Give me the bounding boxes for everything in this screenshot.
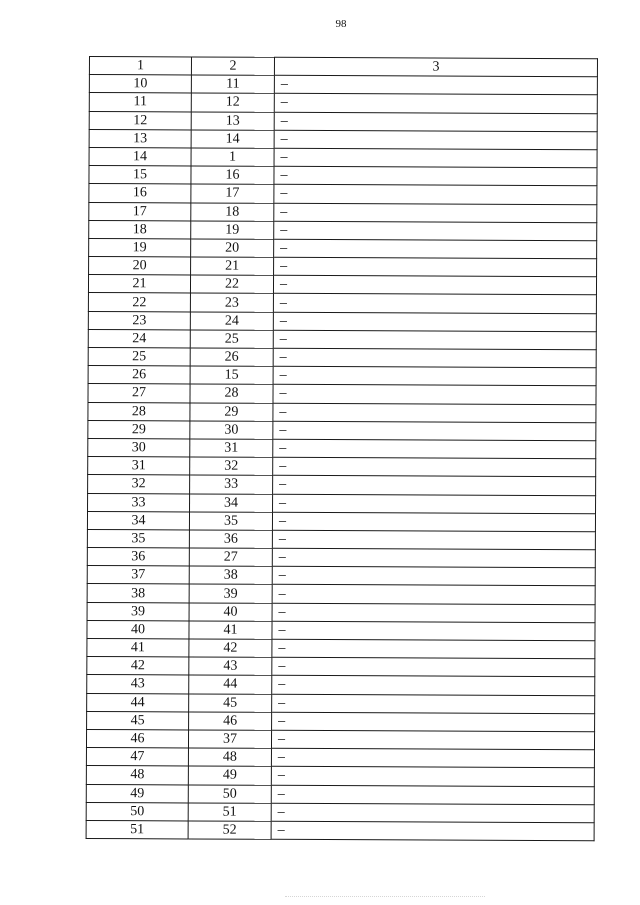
table-row bbox=[89, 238, 597, 258]
table-row bbox=[87, 638, 595, 658]
table-cell: 48 bbox=[86, 766, 188, 785]
table-cell: 41 bbox=[87, 638, 189, 657]
table-row bbox=[88, 384, 596, 404]
table-cell: 26 bbox=[88, 366, 190, 385]
table-cell: 11 bbox=[191, 75, 274, 94]
table-cell: 17 bbox=[89, 202, 191, 221]
table-cell: 12 bbox=[191, 93, 274, 112]
table-cell: 19 bbox=[191, 221, 274, 240]
table-cell: 39 bbox=[87, 602, 189, 621]
table-cell: 21 bbox=[191, 257, 274, 276]
table-cell: 30 bbox=[88, 438, 190, 457]
table-row bbox=[88, 366, 596, 386]
table-cell: – bbox=[273, 421, 596, 441]
table-row bbox=[88, 347, 596, 367]
table-cell: 29 bbox=[190, 403, 273, 422]
table-cell: 16 bbox=[89, 184, 191, 203]
table-cell: – bbox=[273, 348, 596, 368]
table-cell: 37 bbox=[188, 730, 271, 749]
table-body bbox=[86, 75, 597, 841]
table-cell: 27 bbox=[88, 384, 190, 403]
table-cell: 24 bbox=[88, 329, 190, 348]
table-cell: 41 bbox=[189, 621, 272, 640]
table-cell: 30 bbox=[190, 421, 273, 440]
table-cell: – bbox=[273, 294, 596, 314]
table-cell: 10 bbox=[89, 75, 191, 94]
table-cell: 31 bbox=[190, 439, 273, 458]
table-row bbox=[87, 602, 595, 622]
table-row bbox=[88, 493, 596, 513]
table-cell: 44 bbox=[189, 675, 272, 694]
table-row bbox=[89, 75, 597, 95]
table-row bbox=[89, 166, 597, 186]
table-row bbox=[88, 311, 596, 331]
table-cell: 23 bbox=[190, 293, 273, 312]
table-cell: – bbox=[273, 494, 596, 514]
table-cell: – bbox=[273, 476, 596, 496]
table-cell: 38 bbox=[87, 584, 189, 603]
table-row bbox=[87, 675, 595, 695]
table-row bbox=[87, 548, 595, 568]
table-cell: 18 bbox=[89, 220, 191, 239]
table-cell: 37 bbox=[87, 566, 189, 585]
table-cell: 32 bbox=[190, 457, 273, 476]
table-row bbox=[88, 293, 596, 313]
table-row bbox=[89, 147, 597, 167]
table-row bbox=[89, 111, 597, 131]
column-header: 2 bbox=[191, 57, 274, 76]
column-header: 3 bbox=[274, 57, 597, 77]
table-cell: – bbox=[272, 530, 595, 550]
table-row bbox=[86, 784, 594, 804]
table-row bbox=[86, 802, 594, 822]
table-cell: – bbox=[272, 639, 595, 659]
table-cell: 13 bbox=[191, 112, 274, 131]
table-cell: 35 bbox=[189, 512, 272, 531]
table-row bbox=[87, 711, 595, 731]
table-cell: – bbox=[272, 712, 595, 732]
table-cell: 14 bbox=[191, 130, 274, 149]
table-cell: – bbox=[271, 767, 594, 787]
table-cell: 48 bbox=[188, 748, 271, 767]
table-cell: 49 bbox=[86, 784, 188, 803]
table-cell: – bbox=[272, 512, 595, 532]
table-cell: 44 bbox=[87, 693, 189, 712]
table-cell: 11 bbox=[89, 93, 191, 112]
table-cell: 23 bbox=[88, 311, 190, 330]
table-cell: – bbox=[273, 312, 596, 332]
table-row bbox=[88, 457, 596, 477]
table-cell: 39 bbox=[189, 584, 272, 603]
table-cell: 31 bbox=[88, 457, 190, 476]
table-cell: 45 bbox=[87, 711, 189, 730]
table-cell: 46 bbox=[189, 712, 272, 731]
table-cell: 36 bbox=[189, 530, 272, 549]
table-cell: – bbox=[271, 821, 594, 841]
table-cell: 24 bbox=[190, 312, 273, 331]
table-row bbox=[88, 475, 596, 495]
table-cell: – bbox=[274, 221, 597, 241]
table-cell: 32 bbox=[88, 475, 190, 494]
table-row bbox=[89, 184, 597, 204]
table-row bbox=[87, 620, 595, 640]
table-cell: – bbox=[271, 803, 594, 823]
footer-smudge bbox=[285, 896, 485, 900]
table-row bbox=[88, 275, 596, 295]
table-cell: 35 bbox=[87, 529, 189, 548]
table-row bbox=[86, 729, 594, 749]
table-cell: 51 bbox=[86, 820, 188, 839]
table-cell: 40 bbox=[87, 620, 189, 639]
table-cell: – bbox=[274, 148, 597, 168]
table-cell: 49 bbox=[188, 766, 271, 785]
table-cell: 22 bbox=[190, 275, 273, 294]
table-cell: – bbox=[273, 403, 596, 423]
table-cell: 13 bbox=[89, 129, 191, 148]
table-cell: 45 bbox=[189, 694, 272, 713]
table-row bbox=[88, 329, 596, 349]
table-header-row bbox=[89, 57, 597, 77]
table-cell: 34 bbox=[87, 511, 189, 530]
table-cell: 42 bbox=[87, 657, 189, 676]
column-header: 1 bbox=[89, 57, 191, 76]
table-row bbox=[86, 748, 594, 768]
table-cell: 34 bbox=[190, 493, 273, 512]
table-row bbox=[88, 438, 596, 458]
table-cell: 28 bbox=[190, 384, 273, 403]
table-row bbox=[87, 584, 595, 604]
table-cell: 12 bbox=[89, 111, 191, 130]
table-cell: 25 bbox=[190, 330, 273, 349]
table-cell: 33 bbox=[190, 475, 273, 494]
table-row bbox=[89, 129, 597, 149]
table-cell: – bbox=[274, 130, 597, 150]
table-cell: – bbox=[273, 276, 596, 296]
table-cell: 29 bbox=[88, 420, 190, 439]
table-cell: 50 bbox=[86, 802, 188, 821]
table-row bbox=[86, 820, 594, 840]
table-row bbox=[87, 657, 595, 677]
table-row bbox=[89, 202, 597, 222]
table-row bbox=[89, 220, 597, 240]
table-row bbox=[88, 420, 596, 440]
table-cell: 1 bbox=[191, 148, 274, 167]
table-cell: 17 bbox=[191, 184, 274, 203]
table-cell: – bbox=[274, 203, 597, 223]
table-cell: 19 bbox=[89, 238, 191, 257]
table-cell: – bbox=[274, 166, 597, 186]
table-cell: 47 bbox=[86, 748, 188, 767]
table-cell: – bbox=[272, 657, 595, 677]
table-cell: – bbox=[272, 621, 595, 641]
table-cell: 40 bbox=[189, 603, 272, 622]
table-cell: 18 bbox=[191, 202, 274, 221]
table-cell: – bbox=[274, 112, 597, 132]
page-number: 98 bbox=[335, 18, 347, 30]
table-cell: – bbox=[274, 94, 597, 114]
table-cell: – bbox=[274, 75, 597, 95]
table-cell: 42 bbox=[189, 639, 272, 658]
table-cell: – bbox=[271, 748, 594, 768]
table-cell: 20 bbox=[191, 239, 274, 258]
table-cell: 21 bbox=[88, 275, 190, 294]
table-row bbox=[89, 257, 597, 277]
table-cell: – bbox=[271, 730, 594, 750]
table-cell: 27 bbox=[189, 548, 272, 567]
table-cell: – bbox=[272, 676, 595, 696]
table-cell: 52 bbox=[188, 821, 271, 840]
table-cell: 16 bbox=[191, 166, 274, 185]
table-row bbox=[87, 693, 595, 713]
table-cell: 26 bbox=[190, 348, 273, 367]
table-cell: 20 bbox=[89, 257, 191, 276]
table-cell: – bbox=[273, 366, 596, 386]
table-cell: – bbox=[272, 694, 595, 714]
table-cell: – bbox=[274, 239, 597, 259]
table-cell: 38 bbox=[189, 566, 272, 585]
table-cell: 14 bbox=[89, 147, 191, 166]
table-cell: – bbox=[273, 439, 596, 459]
table-cell: – bbox=[274, 257, 597, 277]
table-cell: 25 bbox=[88, 347, 190, 366]
table-row bbox=[87, 529, 595, 549]
table-cell: – bbox=[272, 585, 595, 605]
data-table bbox=[86, 56, 598, 841]
table-cell: 28 bbox=[88, 402, 190, 421]
table-cell: – bbox=[272, 548, 595, 568]
table-cell: 22 bbox=[88, 293, 190, 312]
table-cell: – bbox=[271, 785, 594, 805]
table-row bbox=[86, 766, 594, 786]
table-cell: – bbox=[274, 185, 597, 205]
table-row bbox=[89, 93, 597, 113]
table-cell: 43 bbox=[189, 657, 272, 676]
table-cell: 51 bbox=[188, 803, 271, 822]
table-cell: 15 bbox=[89, 166, 191, 185]
table-cell: 33 bbox=[88, 493, 190, 512]
table-row bbox=[88, 402, 596, 422]
table-cell: – bbox=[272, 567, 595, 587]
table-cell: – bbox=[273, 330, 596, 350]
table-cell: 15 bbox=[190, 366, 273, 385]
table-cell: – bbox=[272, 603, 595, 623]
table-row bbox=[87, 566, 595, 586]
table-cell: 46 bbox=[86, 729, 188, 748]
table-cell: – bbox=[273, 457, 596, 477]
table-cell: 50 bbox=[188, 784, 271, 803]
table-cell: – bbox=[273, 385, 596, 405]
table-cell: 43 bbox=[87, 675, 189, 694]
table-cell: 36 bbox=[87, 548, 189, 567]
table-row bbox=[87, 511, 595, 531]
